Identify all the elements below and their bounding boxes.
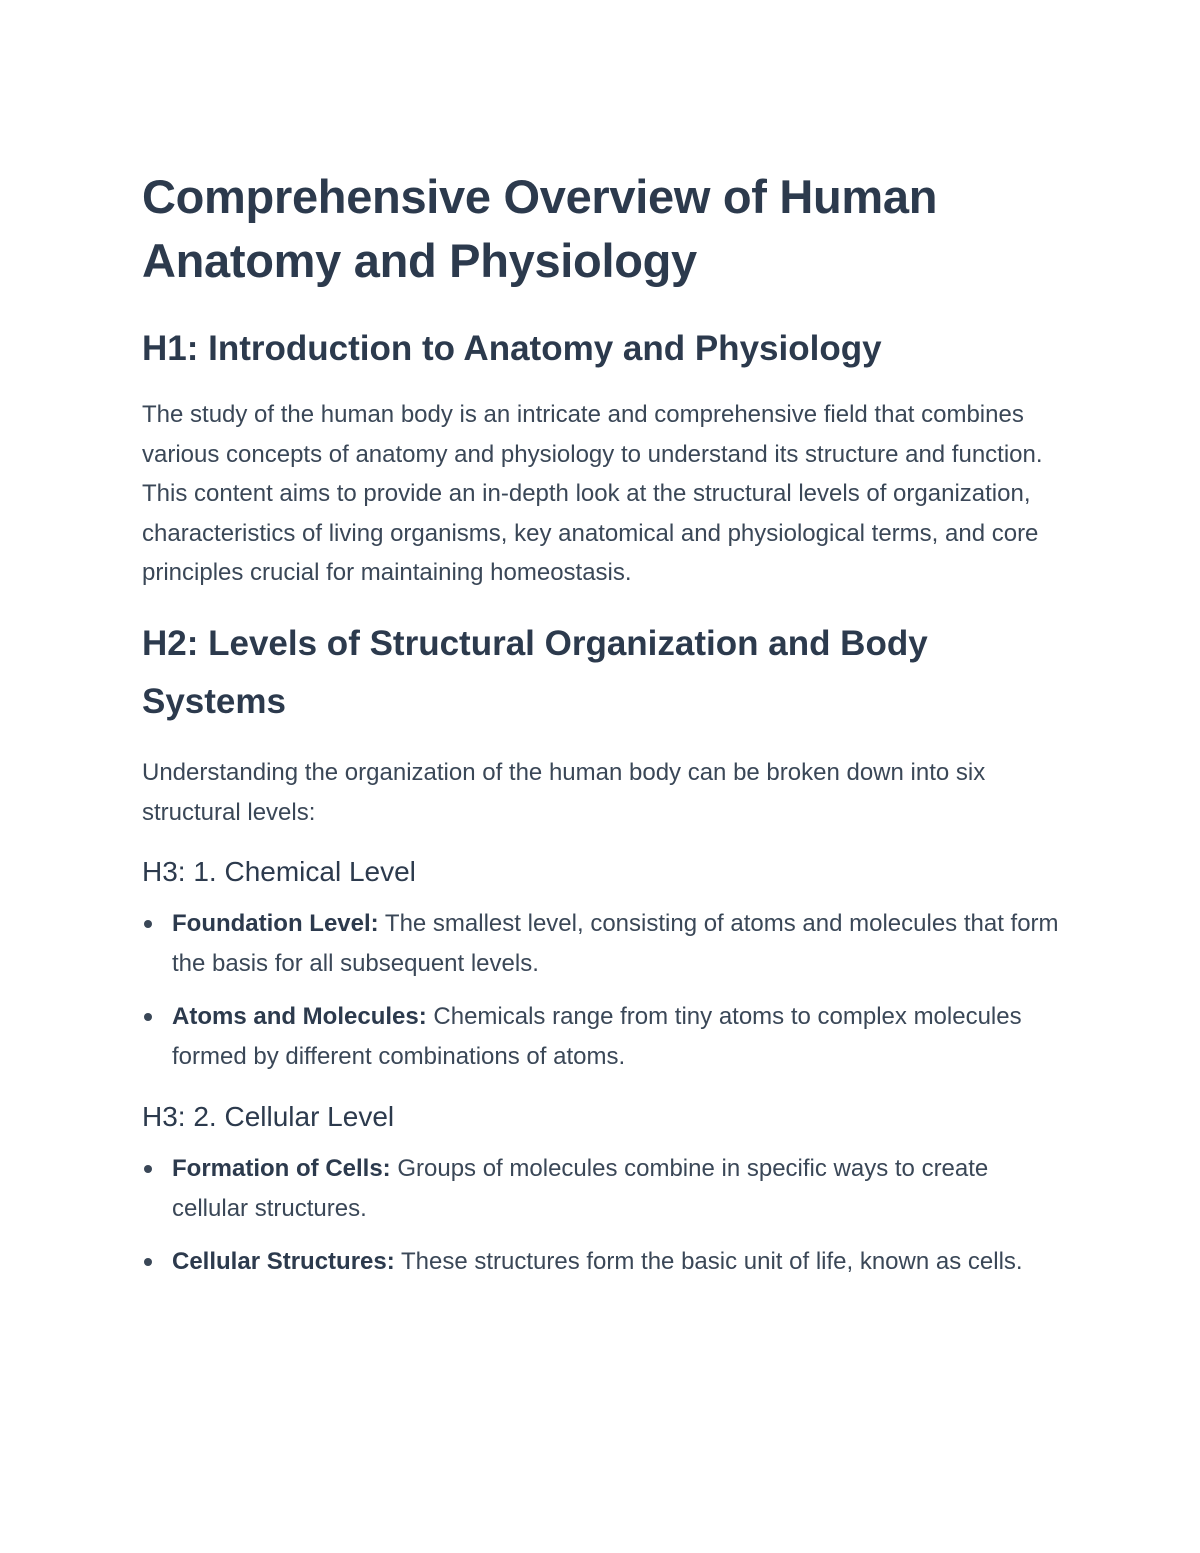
section-heading-introduction: H1: Introduction to Anatomy and Physiology [142,329,882,368]
list-item-term: Foundation Level: [172,910,379,938]
list-item [142,1242,1060,1282]
list-item-text: These structures form the basic unit of life, known as cells. [394,1248,1023,1276]
list-item-text: The smallest level, consisting of atoms and molecules that form the basis for all subsequent levels. [172,910,1059,978]
list-item [142,904,1060,984]
subheading-cellular-level: H3: 2. Cellular Level [142,1101,395,1133]
intro-paragraph: The study of the human body is an intricate and comprehensive field that combines various concepts of anatomy and physiology to understand its structure and function. This content aims to provide an in-depth look at the structural levels of organization, characteristics of living organisms, key anatomical and physiological terms, and core principles crucial for maintaining homeostasis. [142,401,1043,587]
list-item-term: Cellular Structures: [172,1248,395,1276]
subheading-chemical-level: H3: 1. Chemical Level [142,856,416,888]
bullet-dot-icon [144,920,152,928]
cellular-level-list [142,1149,1060,1282]
document-title: Comprehensive Overview of Human Anatomy and Physiology [142,170,938,287]
list-item-term: Atoms and Molecules: [172,1003,427,1031]
list-item-term: Formation of Cells: [172,1155,391,1183]
bullet-dot-icon [144,1165,152,1173]
bullet-dot-icon [144,1013,152,1021]
list-item-text: Groups of molecules combine in specific ways to create cellular structures. [172,1155,989,1223]
bullet-dot-icon [144,1258,152,1266]
section-heading-structural-levels: H2: Levels of Structural Organization and Body Systems [142,623,928,721]
structural-levels-paragraph: Understanding the organization of the human body can be broken down into six structural levels: [142,758,986,826]
list-item [142,1149,1060,1229]
chemical-level-list [142,904,1060,1077]
list-item [142,997,1060,1077]
list-item-text: Chemicals range from tiny atoms to complex molecules formed by different combinations of atoms. [172,1003,1022,1071]
